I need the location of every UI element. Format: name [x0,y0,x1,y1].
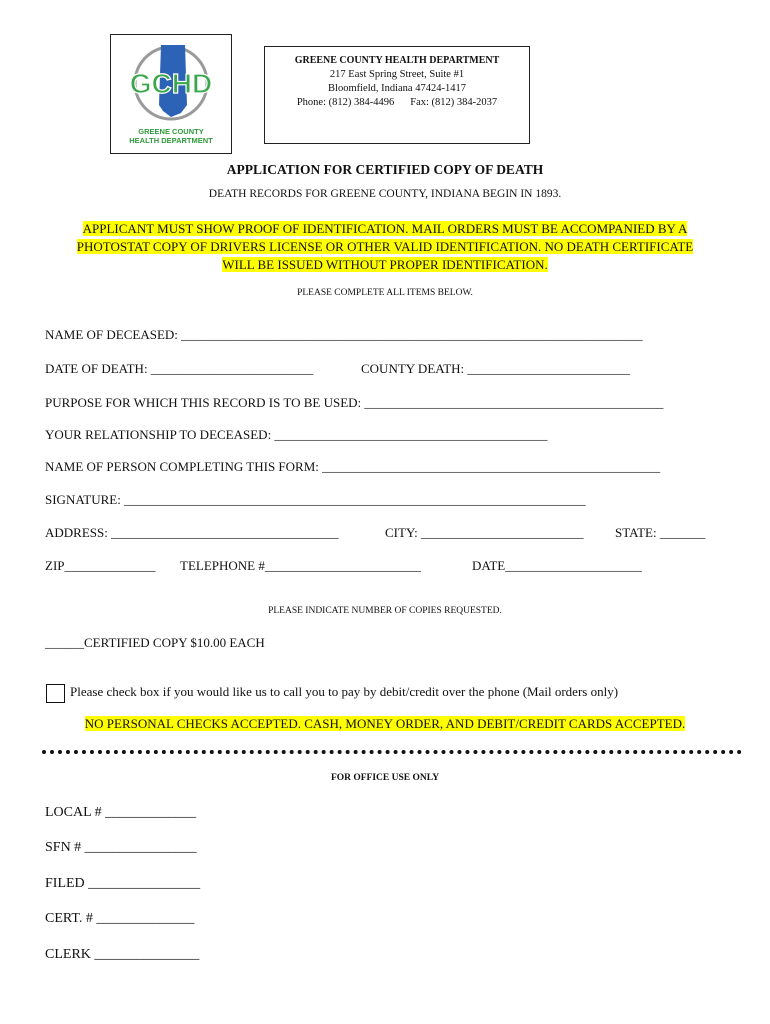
purpose-field[interactable]: PURPOSE FOR WHICH THIS RECORD IS TO BE USED: ______________________________________________ [45,395,664,410]
address-field[interactable]: ADDRESS: ___________________________________ [45,525,339,540]
date-field[interactable]: DATE_____________________ [472,558,642,573]
relationship-field[interactable]: YOUR RELATIONSHIP TO DECEASED: __________________________________________ [45,427,548,442]
department-street: 217 East Spring Street, Suite #1 [329,69,465,80]
office-use-heading: FOR OFFICE USE ONLY [330,773,440,783]
logo-caption [111,127,231,145]
person-completing-field[interactable]: NAME OF PERSON COMPLETING THIS FORM: ____________________________________________________ [45,459,661,474]
address-row [45,525,745,543]
office-sfn-field[interactable]: SFN # ________________ [45,840,197,855]
name-of-deceased-field[interactable]: NAME OF DECEASED: _______________________________________________________________________ [45,327,643,342]
phone-payment-checkbox[interactable] [46,684,65,703]
office-filed-field[interactable]: FILED ________________ [45,876,201,891]
notice-line-3: WILL BE ISSUED WITHOUT PROPER IDENTIFICATION. [222,257,548,272]
telephone-field[interactable]: TELEPHONE #________________________ [180,558,421,573]
zip-field[interactable]: ZIP______________ [45,558,156,573]
zip-telephone-date-row [45,558,745,576]
signature-field[interactable]: SIGNATURE: _______________________________________________________________________ [45,492,586,507]
payment-notice [0,716,770,732]
state-field[interactable]: STATE: _______ [615,525,706,540]
office-local-field[interactable]: LOCAL # _____________ [45,805,197,820]
date-of-death-field[interactable]: DATE OF DEATH: _________________________ [45,361,314,376]
office-divider [42,750,742,754]
county-death-field[interactable]: COUNTY DEATH: _________________________ [361,361,630,376]
office-clerk-field[interactable]: CLERK _______________ [45,947,200,962]
department-city: Bloomfield, Indiana 47424-1417 [328,83,466,94]
copies-instruction: PLEASE INDICATE NUMBER OF COPIES REQUESTED. [268,606,502,616]
city-field[interactable]: CITY: _________________________ [385,525,584,540]
complete-all-instruction: PLEASE COMPLETE ALL ITEMS BELOW. [297,288,473,298]
form-title: APPLICATION FOR CERTIFIED COPY OF DEATH [226,162,544,177]
department-name: GREENE COUNTY HEALTH DEPARTMENT [294,55,500,66]
gchd-logo [110,34,232,154]
notice-line-2: PHOTOSTAT COPY OF DRIVERS LICENSE OR OTHER VALID IDENTIFICATION. NO DEATH CERTIFICATE [76,239,694,254]
department-fax: Fax: (812) 384-2037 [410,97,498,108]
payment-notice-text: NO PERSONAL CHECKS ACCEPTED. CASH, MONEY ORDER, AND DEBIT/CREDIT CARDS ACCEPTED. [84,716,686,731]
office-cert-field[interactable]: CERT. # ______________ [45,911,195,926]
logo-caption-line1: GREENE COUNTY [138,127,204,136]
logo-caption-line2: HEALTH DEPARTMENT [129,136,213,145]
department-phone: Phone: (812) 384-4496 [296,97,395,108]
death-date-county-row [45,361,745,379]
logo-text: GCHD [129,68,213,99]
department-contact [265,96,529,110]
certified-copy-quantity-field[interactable]: ______CERTIFIED COPY $10.00 EACH [45,635,265,650]
department-address-box [264,46,530,144]
phone-payment-checkbox-label: Please check box if you would like us to call you to pay by debit/credit over the phone (Mail orders only) [70,684,619,699]
identification-notice [40,220,730,274]
notice-line-1: APPLICANT MUST SHOW PROOF OF IDENTIFICATION. MAIL ORDERS MUST BE ACCOMPANIED BY A [82,221,688,236]
form-subtitle: DEATH RECORDS FOR GREENE COUNTY, INDIANA BEGIN IN 1893. [208,188,562,200]
